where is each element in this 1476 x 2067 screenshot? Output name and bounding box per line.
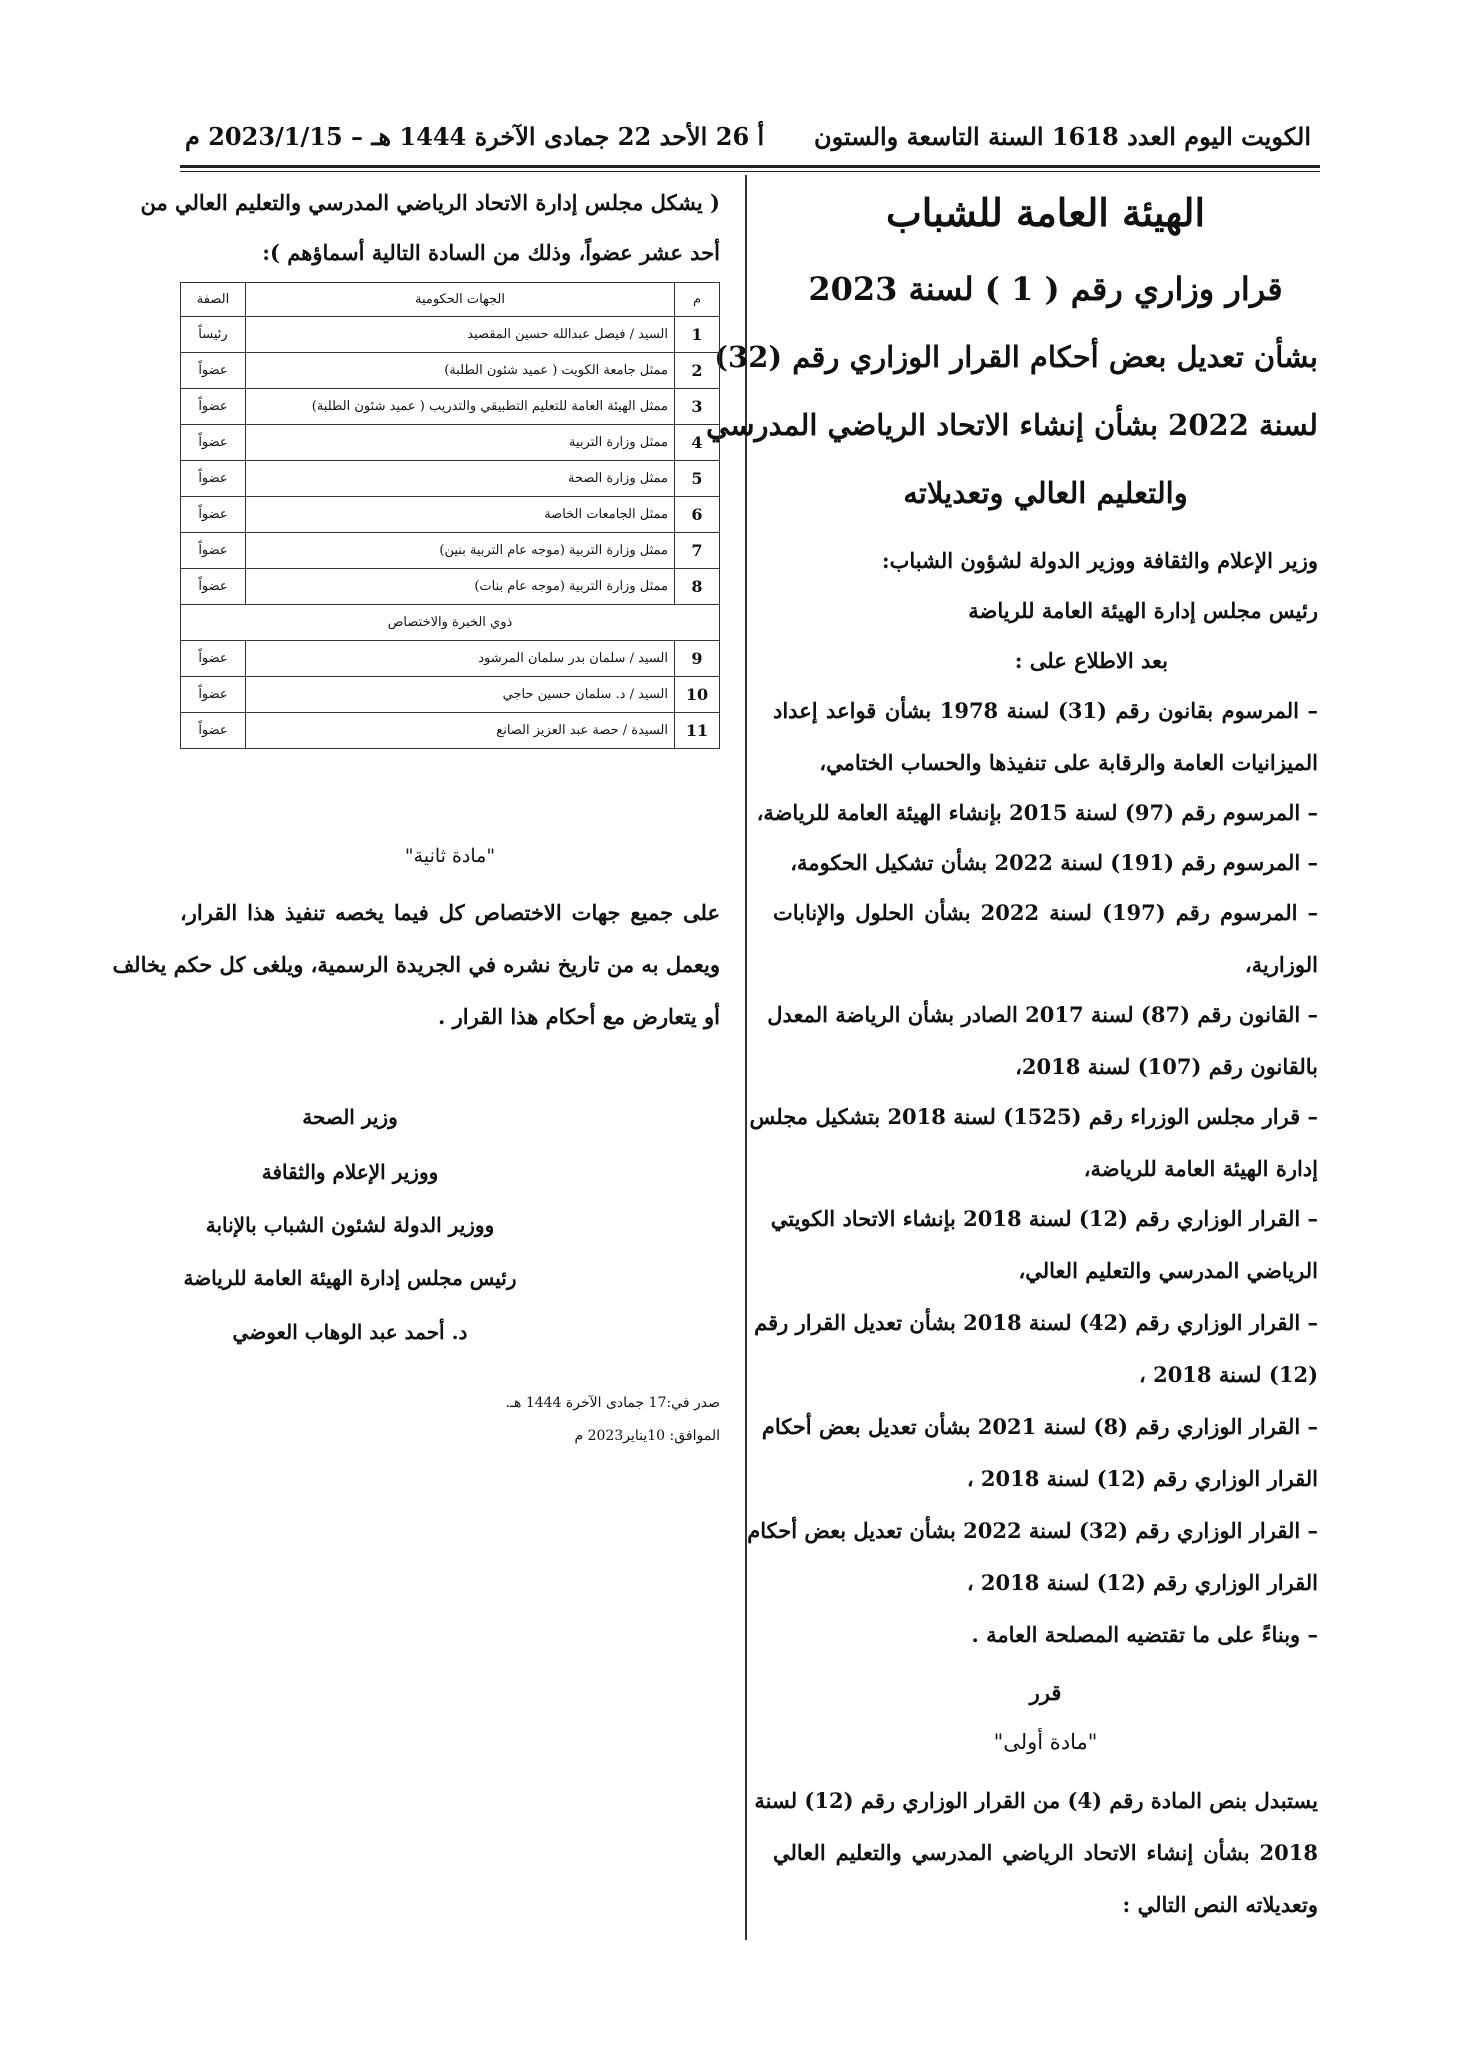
row-name: السيد / فيصل عبدالله حسين المقصيد [246, 317, 675, 353]
body-line: الميزانيات العامة والرقابة على تنفيذها والحساب الختامي، [819, 750, 1318, 775]
row-num: 1 [675, 317, 720, 353]
signature-line: ووزير الدولة لشئون الشباب بالإنابة [205, 1213, 495, 1237]
body-line: يستبدل بنص المادة رقم (4) من القرار الوزاري رقم (12) لسنة [754, 1788, 1318, 1813]
group-label: ذوي الخبرة والاختصاص [181, 605, 720, 641]
body-line: الرياضي المدرسي والتعليم العالي، [1018, 1258, 1318, 1283]
body-line: – القرار الوزاري رقم (12) لسنة 2018 بإنشاء الاتحاد الكويتي [770, 1206, 1318, 1231]
row-num: 11 [675, 713, 720, 749]
table-row [181, 425, 720, 461]
table-row [181, 641, 720, 677]
table-header-row [181, 283, 720, 317]
row-name: ممثل وزارة التربية (موجه عام بنات) [246, 569, 675, 605]
row-num: 3 [675, 389, 720, 425]
body-line: القرار الوزاري رقم (12) لسنة 2018 ، [966, 1466, 1318, 1491]
decided-heading: قرر [1029, 1680, 1062, 1705]
body-line: – المرسوم رقم (191) لسنة 2022 بشأن تشكيل الحكومة، [790, 850, 1318, 875]
row-name: ممثل وزارة الصحة [246, 461, 675, 497]
row-num: 6 [675, 497, 720, 533]
row-role: عضواً [181, 461, 246, 497]
body-line: (12) لسنة 2018 ، [1138, 1362, 1318, 1387]
table-row [181, 389, 720, 425]
article2-title: "مادة ثانية" [404, 845, 496, 867]
row-num: 2 [675, 353, 720, 389]
intro-line: أحد عشر عضواً، وذلك من السادة التالية أسماؤهم ): [262, 240, 720, 265]
article1-title: "مادة أولى" [993, 1730, 1098, 1754]
row-role: عضواً [181, 713, 246, 749]
row-num: 5 [675, 461, 720, 497]
row-name: ممثل جامعة الكويت ( عميد شئون الطلبة) [246, 353, 675, 389]
row-num: 10 [675, 677, 720, 713]
row-role: عضواً [181, 533, 246, 569]
body-line: بالقانون رقم (107) لسنة 2018، [1015, 1054, 1318, 1079]
row-role: عضواً [181, 569, 246, 605]
header-page-number: أ 26 [715, 122, 765, 151]
body-line: – وبناءً على ما تقتضيه المصلحة العامة . [971, 1622, 1318, 1647]
table-row [181, 713, 720, 749]
header-rule [180, 165, 1320, 168]
row-role: رئيساً [181, 317, 246, 353]
row-num: 8 [675, 569, 720, 605]
signature-line: وزير الصحة [302, 1105, 398, 1129]
table-group-row [181, 605, 720, 641]
row-role: عضواً [181, 389, 246, 425]
body-line: بعد الاطلاع على : [1014, 648, 1168, 673]
row-num: 4 [675, 425, 720, 461]
row-role: عضواً [181, 497, 246, 533]
body-line: وزير الإعلام والثقافة ووزير الدولة لشؤون الشباب: [881, 548, 1318, 573]
authority-title: الهيئة العامة للشباب [885, 190, 1206, 235]
table-row [181, 533, 720, 569]
issued-date-gregorian: الموافق: 10يناير2023 م [574, 1428, 720, 1444]
body-line: – القرار الوزاري رقم (8) لسنة 2021 بشأن تعديل بعض أحكام [761, 1414, 1318, 1439]
subject-line: لسنة 2022 بشأن إنشاء الاتحاد الرياضي المدرسي [706, 408, 1318, 442]
header-role: الصفة [181, 283, 246, 317]
table-row [181, 677, 720, 713]
article2-line: على جميع جهات الاختصاص كل فيما يخصه تنفيذ هذا القرار، [180, 900, 720, 925]
body-line: رئيس مجلس إدارة الهيئة العامة للرياضة [968, 598, 1318, 623]
signer-name: د. أحمد عبد الوهاب العوضي [232, 1320, 468, 1344]
table-row [181, 569, 720, 605]
row-num: 9 [675, 641, 720, 677]
row-name: السيد / سلمان بدر سلمان المرشود [246, 641, 675, 677]
table-row [181, 353, 720, 389]
body-line: – القانون رقم (87) لسنة 2017 الصادر بشأن الرياضة المعدل [767, 1002, 1318, 1027]
table-row [181, 497, 720, 533]
header-entity: الجهات الحكومية [246, 283, 675, 317]
header-num: م [675, 283, 720, 317]
row-name: السيدة / حصة عبد العزيز الصانع [246, 713, 675, 749]
body-line: – القرار الوزاري رقم (32) لسنة 2022 بشأن تعديل بعض أحكام [747, 1518, 1318, 1543]
members-table [180, 282, 720, 749]
body-line: – المرسوم بقانون رقم (31) لسنة 1978 بشأن قواعد إعداد [773, 698, 1318, 723]
intro-line: ( يشكل مجلس إدارة الاتحاد الرياضي المدرسي والتعليم العالي من [140, 190, 720, 215]
body-line: وتعديلاته النص التالي : [1122, 1892, 1318, 1917]
row-role: عضواً [181, 425, 246, 461]
body-line: الوزارية، [1244, 952, 1318, 977]
signature-line: ووزير الإعلام والثقافة [261, 1160, 439, 1184]
row-name: السيد / د. سلمان حسين حاجي [246, 677, 675, 713]
body-line: 2018 بشأن إنشاء الاتحاد الرياضي المدرسي والتعليم العالي [773, 1840, 1318, 1865]
row-name: ممثل وزارة التربية [246, 425, 675, 461]
subject-line: والتعليم العالي وتعديلاته [903, 476, 1188, 510]
row-role: عضواً [181, 641, 246, 677]
header-issue-info: الكويت اليوم العدد 1618 السنة التاسعة والستون [814, 122, 1311, 151]
header-date: الأحد 22 جمادى الآخرة 1444 هـ – 2023/1/15 م [185, 122, 708, 151]
row-role: عضواً [181, 677, 246, 713]
body-line: إدارة الهيئة العامة للرياضة، [1083, 1156, 1318, 1181]
row-name: ممثل وزارة التربية (موجه عام التربية بنين) [246, 533, 675, 569]
body-line: القرار الوزاري رقم (12) لسنة 2018 ، [966, 1570, 1318, 1595]
row-name: ممثل الهيئة العامة للتعليم التطبيقي والتدريب ( عميد شئون الطلبة) [246, 389, 675, 425]
row-name: ممثل الجامعات الخاصة [246, 497, 675, 533]
row-role: عضواً [181, 353, 246, 389]
decision-title: قرار وزاري رقم ( 1 ) لسنة 2023 [808, 270, 1283, 308]
table-row [181, 461, 720, 497]
article2-line: أو يتعارض مع أحكام هذا القرار . [438, 1004, 720, 1029]
article2-line: ويعمل به من تاريخ نشره في الجريدة الرسمية، ويلغى كل حكم يخالف [112, 952, 720, 977]
subject-line: بشأن تعديل بعض أحكام القرار الوزاري رقم (32) [714, 340, 1318, 374]
body-line: – القرار الوزاري رقم (42) لسنة 2018 بشأن تعديل القرار رقم [754, 1310, 1318, 1335]
body-line: – قرار مجلس الوزراء رقم (1525) لسنة 2018 بتشكيل مجلس [749, 1104, 1318, 1129]
body-line: – المرسوم رقم (97) لسنة 2015 بإنشاء الهيئة العامة للرياضة، [756, 800, 1318, 825]
signature-line: رئيس مجلس إدارة الهيئة العامة للرياضة [183, 1266, 517, 1290]
issued-date-hijri: صدر في:17 جمادى الآخرة 1444 هـ. [505, 1395, 720, 1411]
table-row [181, 317, 720, 353]
body-line: – المرسوم رقم (197) لسنة 2022 بشأن الحلول والإنابات [773, 900, 1318, 925]
row-num: 7 [675, 533, 720, 569]
header-rule-thin [180, 171, 1320, 172]
